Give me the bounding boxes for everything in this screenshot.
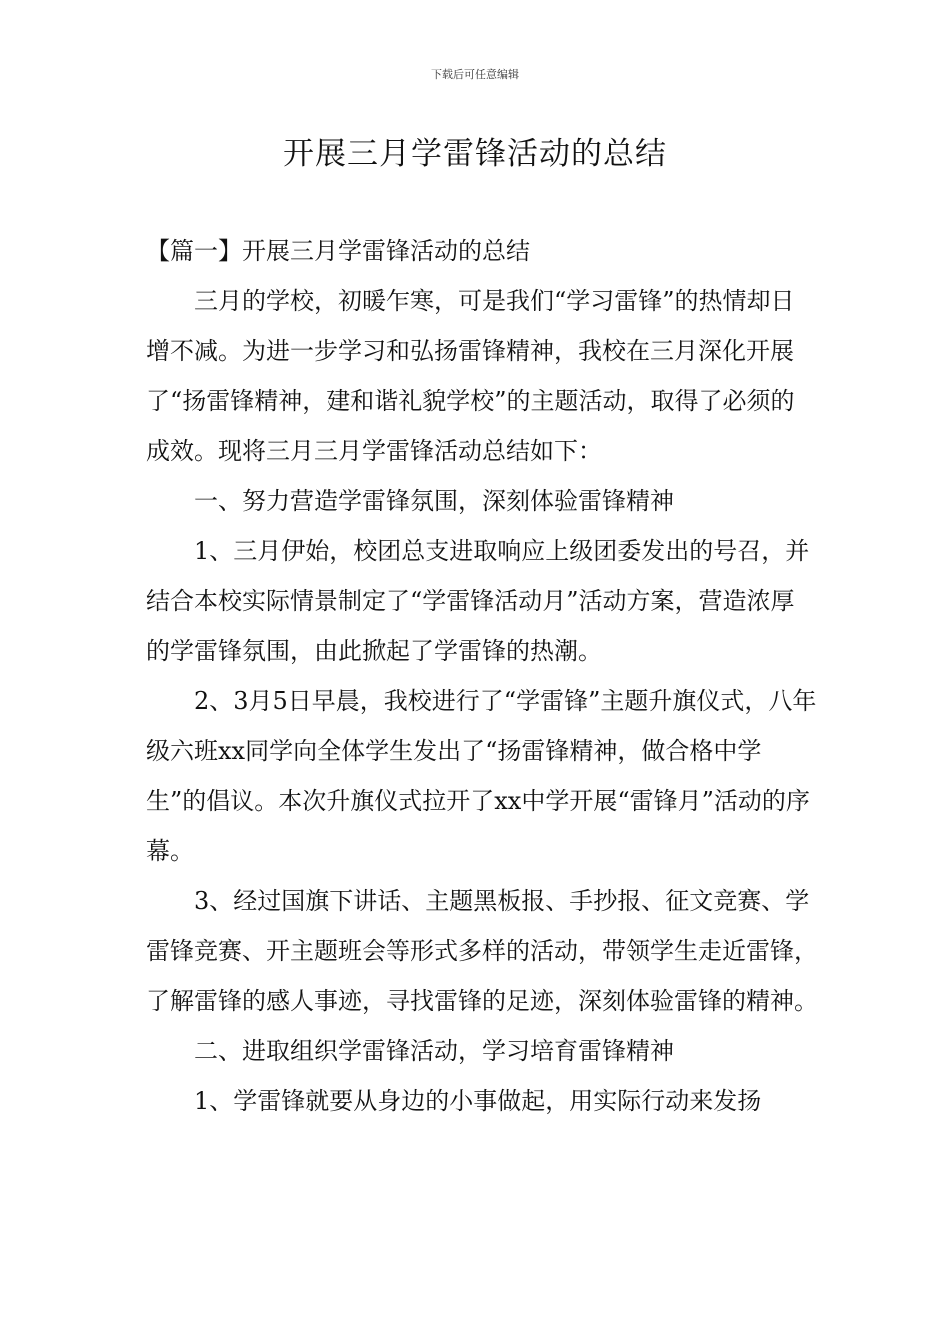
document-title: 开展三月学雷锋活动的总结 bbox=[283, 136, 667, 172]
paragraph-intro: 三月的学校，初暖乍寒，可是我们“学习雷锋”的热情却日增不减。为进一步学习和弘扬雷锋精神，我校在三月深化开展了“扬雷锋精神，建和谐礼貌学校”的主题活动，取得了必须的成效。现将三月三月学雷锋活动总结如下： bbox=[146, 287, 795, 465]
paragraph-item-2: 2、3月5日早晨，我校进行了“学雷锋”主题升旗仪式，八年级六班xx同学向全体学生发出了“扬雷锋精神，做合格中学生”的倡议。本次升旗仪式拉开了xx中学开展“雷锋月”活动的序幕。 bbox=[146, 687, 817, 865]
heading-part-two: 二、进取组织学雷锋活动，学习培育雷锋精神 bbox=[194, 1037, 674, 1065]
paragraph-item-1: 1、三月伊始，校团总支进取响应上级团委发出的号召，并结合本校实际情景制定了“学雷锋活动月”活动方案，营造浓厚的学雷锋氛围，由此掀起了学雷锋的热潮。 bbox=[146, 537, 810, 665]
paragraph-item-3: 3、经过国旗下讲话、主题黑板报、手抄报、征文竞赛、学雷锋竞赛、开主题班会等形式多样的活动，带领学生走近雷锋，了解雷锋的感人事迹，寻找雷锋的足迹，深刻体验雷锋的精神。 bbox=[146, 887, 818, 1015]
document-body bbox=[146, 226, 818, 1126]
section-heading: 【篇一】开展三月学雷锋活动的总结 bbox=[146, 237, 530, 265]
paragraph-part-two-item-1: 1、学雷锋就要从身边的小事做起，用实际行动来发扬 bbox=[194, 1087, 762, 1115]
heading-part-one: 一、努力营造学雷锋氛围，深刻体验雷锋精神 bbox=[194, 487, 674, 515]
page-header-note: 下载后可任意编辑 bbox=[431, 68, 519, 81]
